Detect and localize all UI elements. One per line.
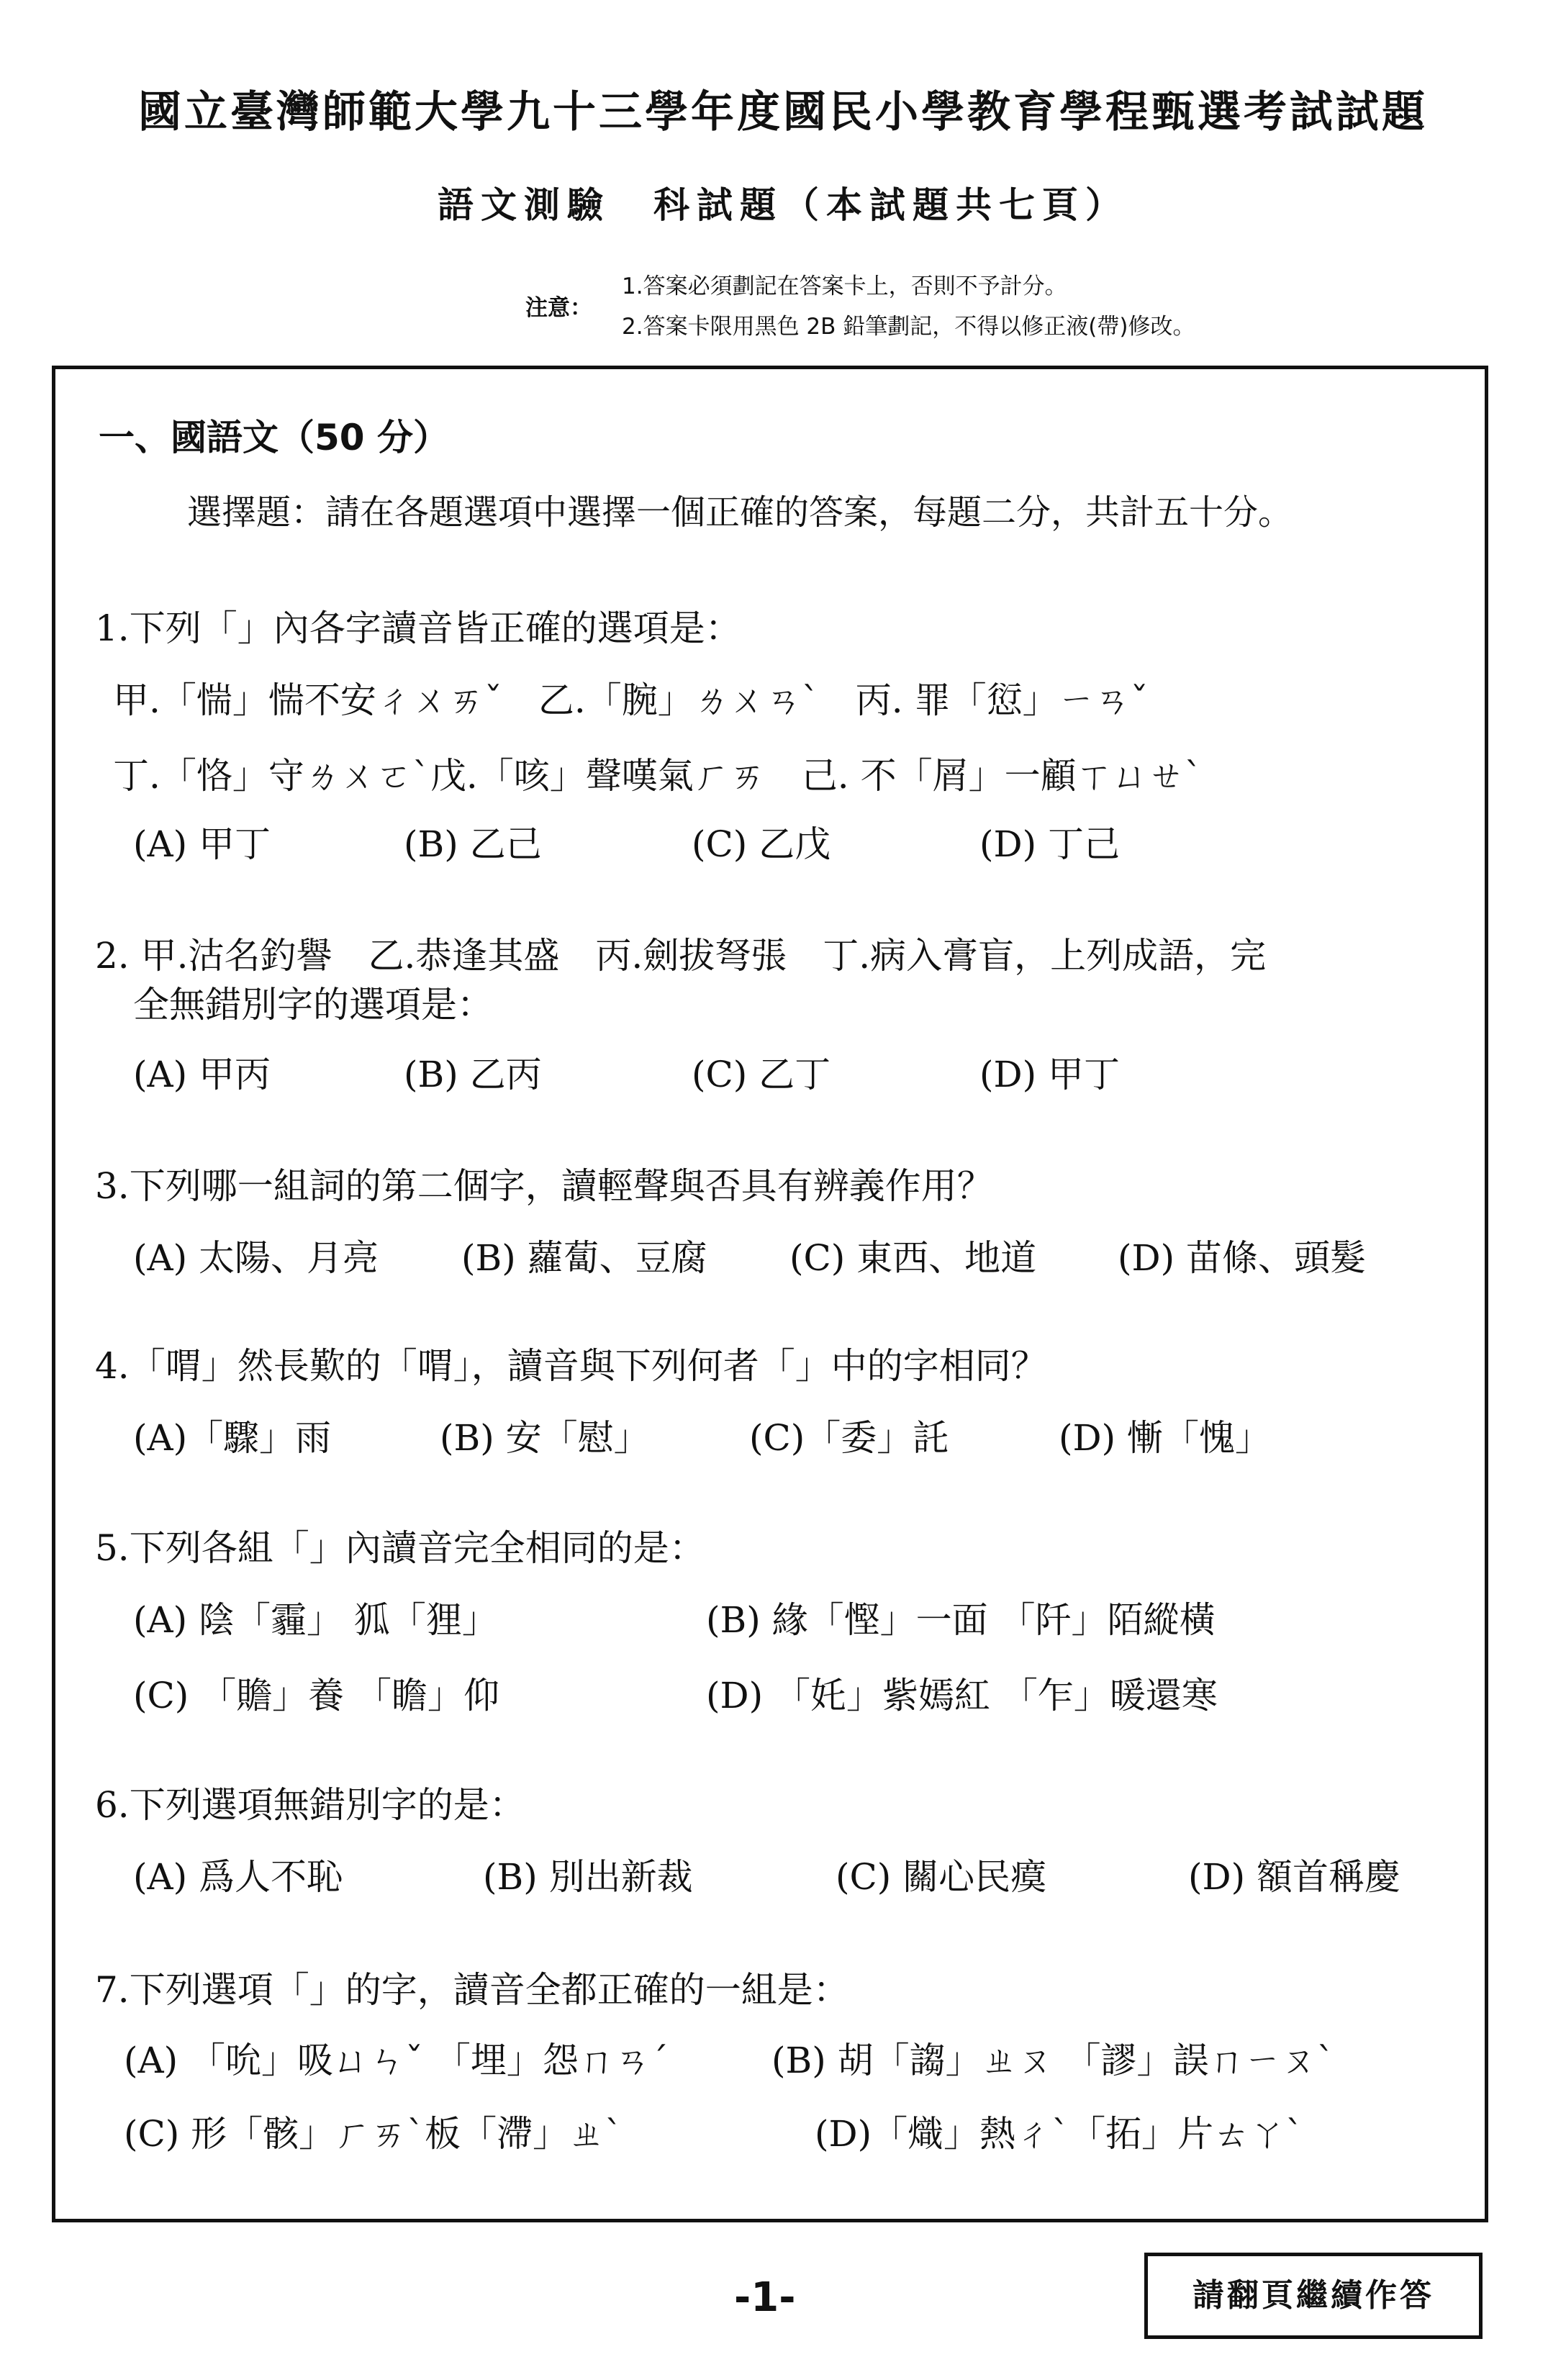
option-c: (C) 乙戊: [692, 823, 831, 865]
question-line: 全無錯別字的選項是：: [133, 984, 493, 1026]
option-d: (D) 慚「愧」: [1059, 1417, 1271, 1459]
option-a: (A) 太陽、月亮: [133, 1237, 379, 1279]
question-stem: 7.下列選項「」的字，讀音全都正確的一組是：: [95, 1969, 849, 2011]
option-c: (C) 形「骸」ㄏㄞˋ板「滯」ㄓˋ: [124, 2113, 623, 2155]
question-line: 甲.「惴」惴不安ㄔㄨㄞˇ 乙.「腕」ㄌㄨㄢˋ 丙. 罪「愆」ㄧㄢˇ: [113, 679, 1149, 721]
continue-notice: 請翻頁繼續作答: [1144, 2253, 1483, 2339]
option-d: (D) 額首稱慶: [1188, 1856, 1400, 1898]
option-b: (B) 緣「慳」一面 「阡」陌縱橫: [706, 1599, 1216, 1641]
option-b: (B) 蘿蔔、豆腐: [461, 1237, 707, 1279]
option-b: (B) 安「慰」: [440, 1417, 650, 1459]
option-a: (A) 爲人不恥: [133, 1856, 343, 1898]
option-b: (B) 乙己: [404, 823, 542, 865]
option-a: (A) 甲丁: [133, 823, 271, 865]
option-b: (B) 乙丙: [404, 1054, 542, 1095]
page-number: -1-: [734, 2274, 796, 2321]
question-stem: 2. 甲.沽名釣譽 乙.恭逢其盛 丙.劍拔弩張 丁.病入膏盲，上列成語，完: [95, 935, 1267, 977]
notice-item: 1.答案必須劃記在答案卡上，否則不予計分。: [622, 273, 1067, 299]
option-c: (C) 東西、地道: [789, 1237, 1037, 1279]
notice-block: [525, 268, 1504, 347]
option-d: (D)「熾」熱ㄔˋ「拓」片ㄊㄚˋ: [815, 2113, 1304, 2155]
question-stem: 3.下列哪一組詞的第二個字，讀輕聲與否具有辨義作用？: [95, 1165, 993, 1207]
option-c: (C) 「贍」養 「瞻」仰: [133, 1675, 500, 1716]
question-stem: 6.下列選項無錯別字的是：: [95, 1784, 525, 1826]
question-stem: 4.「喟」然長歎的「喟」，讀音與下列何者「」中的字相同？: [95, 1345, 1047, 1387]
option-b: (B) 胡「謅」ㄓㄡ 「謬」誤ㄇㄧㄡˋ: [771, 2040, 1335, 2081]
option-b: (B) 別出新裁: [483, 1856, 693, 1898]
notice-item: 2.答案卡限用黑色 2B 鉛筆劃記，不得以修正液(帶)修改。: [622, 314, 1195, 340]
option-c: (C) 乙丁: [692, 1054, 831, 1095]
option-d: (D) 丁己: [979, 823, 1120, 865]
exam-title: 國立臺灣師範大學九十三學年度國民小學教育學程甄選考試試題: [138, 87, 1428, 137]
option-d: (D) 苗條、頭髮: [1118, 1237, 1366, 1279]
option-d: (D) 「奼」紫嫣紅 「乍」暖還寒: [706, 1675, 1218, 1716]
option-c: (C) 關心民瘼: [836, 1856, 1047, 1898]
option-a: (A) 「吮」吸ㄩㄣˇ 「埋」怨ㄇㄢˊ: [124, 2040, 669, 2081]
option-c: (C)「委」託: [749, 1417, 949, 1459]
section-heading: 一、國語文（50 分）: [99, 417, 449, 458]
section-instruction: 選擇題：請在各題選項中選擇一個正確的答案，每題二分，共計五十分。: [187, 492, 1293, 533]
option-d: (D) 甲丁: [979, 1054, 1120, 1095]
exam-subtitle: 語文測驗 科試題（本試題共七頁）: [438, 184, 1128, 226]
question-line: 丁.「恪」守ㄌㄨㄛˋ戊.「咳」聲嘆氣ㄏㄞ 己. 不「屑」一顧ㄒㄩㄝˋ: [113, 755, 1203, 797]
question-stem: 5.下列各組「」內讀音完全相同的是：: [95, 1527, 705, 1569]
question-stem: 1.下列「」內各字讀音皆正確的選項是：: [95, 607, 741, 649]
option-a: (A)「驟」雨: [133, 1417, 332, 1459]
option-a: (A) 甲丙: [133, 1054, 271, 1095]
notice-label: 注意：: [525, 295, 592, 321]
option-a: (A) 陰「霾」 狐「狸」: [133, 1599, 498, 1641]
question-frame: [52, 366, 1488, 2222]
